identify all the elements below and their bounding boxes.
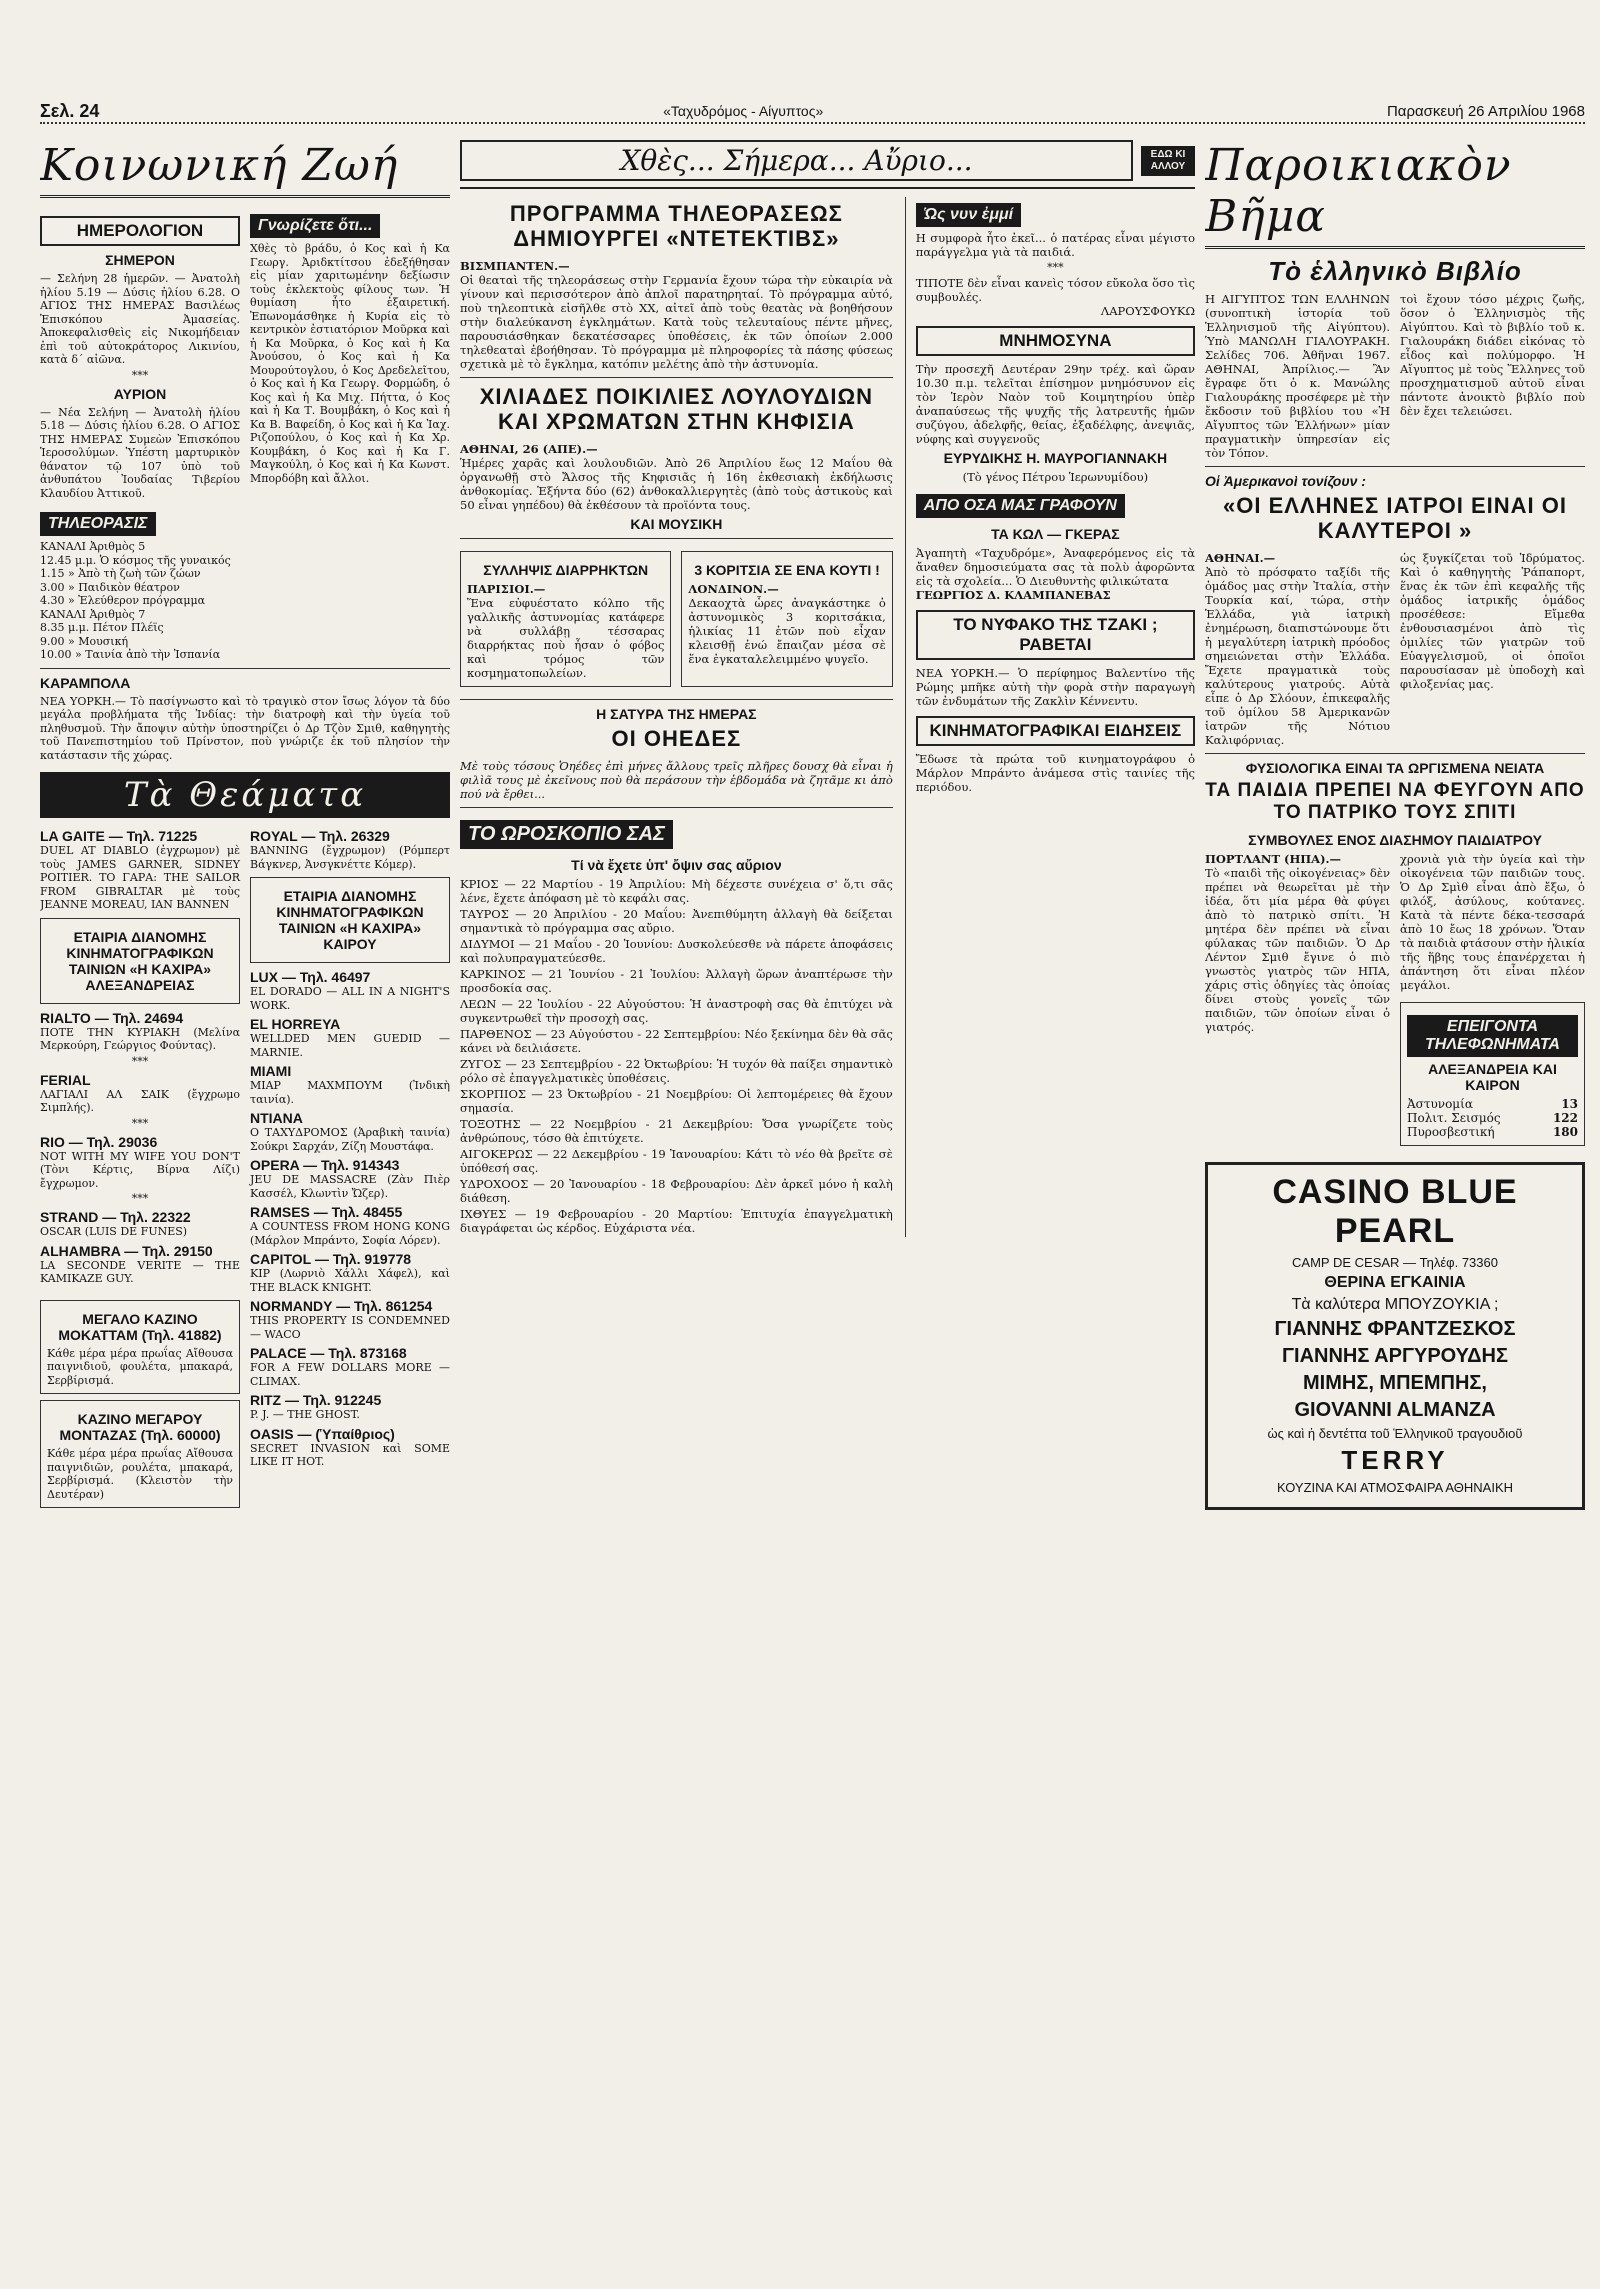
cinema-program: FOR A FEW DOLLARS MORE — CLIMAX.	[250, 1361, 450, 1388]
arrests-headline: ΣΥΛΛΗΨΙΣ ΔΙΑΡΡΗΚΤΩΝ	[483, 562, 649, 578]
casino-footer: ΚΟΥΖΙΝΑ ΚΑΙ ΑΤΜΟΣΦΑΙΡΑ ΑΘΗΝΑΙΚΗ	[1276, 1480, 1514, 1495]
community-column	[1205, 140, 1585, 2270]
horoscope-sign: ΥΔΡΟΧΟΟΣ — 20 Ἰανουαρίου - 18 Φεβρουαρίου: Δὲν ἀρκεῖ μόνο ἡ καλὴ διάθεση.	[460, 1177, 893, 1205]
cinema-name: ALHAMBRA — Τηλ. 29150	[40, 1242, 213, 1259]
tv-article-dateline: ΒΙΣΜΠΑΝΤΕΝ.—	[460, 259, 570, 273]
cinema-name: FERIAL	[40, 1071, 91, 1088]
cinema-name: LUX — Τηλ. 46497	[250, 969, 371, 985]
horoscope-sign: ΚΑΡΚΙΝΟΣ — 21 Ἰουνίου - 21 Ἰουλίου: Ἀλλαγὴ ὥρων ἀναπτέρωσε τὴν προσδοκία σας.	[460, 967, 893, 995]
cinema-name: CAPITOL — Τηλ. 919778	[250, 1251, 412, 1267]
karampola-text: ΝΕΑ ΥΟΡΚΗ.— Τὸ πασίγνωστο καὶ τὸ τραγικὸ στον ἴσως λόγον τὰ δύο μεγάλα προβλήματα τῆς Ἰνδίας: τὴν διατροφὴ καὶ τὴν ὑγεία τοῦ πληθυσμοῦ. Τὴν ἄποψιν αὐτὴν ὑποστηρίζει ὁ Δρ Τζὸν Σμιθ, καθηγητὴς τοῦ Πανεπιστημίου τοῦ Πρίνστον, ποὺ γνώριζε ἐκ τοῦ πλησίον τὴν κατάστασιν τῆς χώρας.	[40, 694, 450, 762]
memorial-sub: (Τὸ γένος Πέτρου Ἱερωνυμίδου)	[962, 470, 1149, 484]
section-strip	[460, 140, 1195, 189]
cinema-program: OSCAR (LUIS DE FUNES)	[40, 1225, 188, 1238]
calendar-tomorrow-text: — Νέα Σελήνη — Ἀνατολὴ ἡλίου 5.18 — Δύσις ἡλίου 6.28. Ο ΑΓΙΟΣ ΤΗΣ ΗΜΕΡΑΣ Συμεὼν Ἐπισκόπου Ἱεροσολύμων. Ὑπέστη μαρτυρικὸν θάνατον τῷ 107 ὑπὸ τοῦ ἀνθυπάτου Ἰουδαίας Τιβερίου Κλαυδίου Ἀττικοῦ.	[40, 405, 240, 500]
urgent-row-label: Πολιτ. Σεισμός	[1407, 1111, 1501, 1125]
cinema-name: NTIANA	[250, 1110, 303, 1126]
tv-row: 8.35 μ.μ. Πέτον Πλέϊς	[40, 621, 164, 634]
arrests-dateline: ΠΑΡΙΣΙΟΙ.—	[467, 582, 546, 596]
anger-text-right: χρονιὰ γιὰ τὴν ὑγεία καὶ τὴν οἰκογένεια τῶν παιδιῶν τους. Ὁ Δρ Σμὶθ εἶναι ἀπὸ ἔξω, ὁ φιλόξ, ἀσύλους, κούτανες. Κατὰ τὰ πέντε δέκα-τεσσαρά ἀπὸ 10 ἔως 18 χρόνων. Ὅταν τὰ παιδιὰ φτάσουν στὴν ἡλικία τῆς ἥβης τους ἐπανέρχεται ἡ ἀπάντηση ὅτι εἶναι πλέον μεγάλοι.	[1400, 852, 1585, 992]
horoscope-list	[460, 877, 893, 1235]
letters-title: ΑΠΟ ΟΣΑ ΜΑΣ ΓΡΑΦΟΥΝ	[916, 494, 1125, 518]
calendar-today: ΣΗΜΕΡΟΝ	[105, 252, 175, 268]
cinema-name: RITZ — Τηλ. 912245	[250, 1392, 382, 1408]
doctors-dateline: ΑΘΗΝΑΙ.—	[1205, 551, 1276, 565]
today-tomorrow-column: Χθὲς... Σήμερα... Αὔριο... ΕΔΩ ΚΙ ΑΛΛΟΥ ΠΡΟΓΡΑΜΜΑ ΤΗΛΕΟΡΑΣΕΩΣ ΔΗΜΙΟΥΡΓΕΙ «ΝΤΕΤΕΚΤΙΒΣ» ΒΙΣΜΠΑΝΤΕΝ.— Οἱ θεαταὶ τῆς τηλεοράσεως στὴν Γερμανία ἔχουν τώρα τὴν εὐκαιρία νὰ γίνουν καὶ περισσότερον ἀπὸ ἁπλοῖ παρατηρηταί. Τὸ πρόγραμμα αὐτό, ποὺ τηλεοπτικὰ εἰσῆλθε στὸ ΧΧ, αἰτεῖ ἀπὸ τοὺς θεατὰς νὰ βοηθήσουν στὴν διαλεύκανση ἐγκλημάτων. Κατὰ τοὺς τελευταίους πέντε μῆνες, παρουσιάσθηκαν δεκατέσσαρες ὑποθέσεις, ἐκ τῶν ὁποίων 2.000 τηλεθεαταὶ ἐβοήθησαν. Τὸ πρόγραμμα μὲ πληροφορίες τὰ πάσης φύσεως σχετικὰ μὲ τὸ ἔγκλημα, κατόπιν μελέτης ἀπὸ τὴν ἀστυνομία. ΧΙΛΙΑΔΕΣ ΠΟΙΚΙΛΙΕΣ ΛΟΥΛΟΥΔΙΩΝ ΚΑΙ ΧΡΩΜΑΤΩΝ ΣΤΗΝ ΚΗΦΙΣΙΑ ΑΘΗΝΑΙ, 26 (ΑΠΕ).— Ἡμέρες χαρᾶς καὶ λουλουδιῶν. Ἀπὸ 26 Ἀπριλίου ἕως 12 Μαΐου θὰ ὀργανωθῇ στὸ Ἄλσος τῆς Κηφισιᾶς ἡ 16η ἐκθεσιακὴ ἐκδήλωσις ἀνθοκομίας. Ἑξήντα δύο (62) ἀνθοκαλλιεργητὲς (ἀπὸ τοὺς ἀστικοὺς καὶ 50 εἶναι γηπέδου) θὰ ἐκθέσουν τὰ προϊόντα τους. ΚΑΙ ΜΟΥΣΙΚΗ ΣΥΛΛΗΨΙΣ ΔΙΑΡΡΗΚΤΩΝ ΠΑΡΙΣΙΟΙ.— Ἕνα εὐφυέστατο κόλπο τῆς γαλλικῆς ἀστυνομίας κατάφερε νὰ συλλάβῃ τέσσαρας διαρρήκτας ποὺ ἦσαν ὁ φόβος καὶ τρόμος τῶν κοσμηματοπωλείων. 3 ΚΟΡΙΤΣΙΑ ΣΕ ΕΝΑ ΚΟΥΤΙ ! ΛΟΝΔΙΝΟΝ.— Δεκαοχτὰ ὧρες ἀναγκάστηκε ὁ ἀστυνομικὸς 3 κοριτσάκια, ἡλικίας 11 ἐτῶν ποὺ εἶχαν κλεισθῇ ἐνώ ἔπαιζαν μέσα σὲ ἕνα ἐγκαταλελειμμένο ψυγεῖο. Η ΣΑΤΥΡΑ ΤΗΣ ΗΜΕΡΑΣ ΟΙ ΟΗΕΔΕΣ Μὲ τοὺς τόσους Ὁηέδες ἐπὶ μήνες ἄλλους τρεῖς πλῆρες δουσχ θὰ εἶναι ἡ φιλὶᾶ τους μὲ ἐκεῖνους ποὺ θὰ περάσουν τὴν ἑβδομάδα νὰ ζητᾶμε κι ἀπὸ πού νὰ ἔρθει... ΤΟ ΩΡΟΣΚΟΠΙΟ ΣΑΣ Τί νὰ ἔχετε ὑπ' ὄψιν σας αὔριον ΚΡΙΟΣ — 22 Μαρτίου - 19 Ἀπριλίου: Μὴ δέχεστε συνέχεια σ' ὅ,τι σᾶς λένε, ἔχετε ἀπόφαση μὲ τὸ κεφάλι σας. ΤΑΥΡΟΣ — 20 Ἀπριλίου - 20 Μαΐου: Ἀνεπιθύμητη ἀλλαγὴ θὰ δείξεται σημαντικὰ τὸ πρόγραμμα σας αὔριο. ΔΙΔΥΜΟΙ — 21 Μαΐου - 20 Ἰουνίου: Δυσκολεύεσθε νὰ πάρετε ἀποφάσεις καὶ πολυπραγματεύεσθε. ΚΑΡΚΙΝΟΣ — 21 Ἰουνίου - 21 Ἰουλίου: Ἀλλαγὴ ὥρων ἀναπτέρωσε τὴν προσδοκία σας. ΛΕΩΝ — 22 Ἰουλίου - 22 Αὐγούστου: Ἡ ἀναστροφὴ σας θὰ ἐπιτύχει νὰ συγκεντρωθεῖ τὴν προσοχὴ σας. ΠΑΡΘΕΝΟΣ — 23 Αὐγούστου - 22 Σεπτεμβρίου: Νέο ξεκίνημα δὲν θὰ σᾶς κάνει νὰ δειλιάσετε. ΖΥΓΟΣ — 23 Σεπτεμβρίου - 22 Ὀκτωβρίου: Ἡ τυχόν θὰ παίξει σημαντικὸ ρόλο σὲ ἐπαγγελματικὲς ὑποθέσεις. ΣΚΟΡΠΙΟΣ — 23 Ὀκτωβρίου - 21 Νοεμβρίου: Οἱ λεπτομέρειες θὰ ἔχουν σημασία. ΤΟΞΟΤΗΣ — 22 Νοεμβρίου - 21 Δεκεμβρίου: Ὄσα γνωρίζετε τοὺς ἀνθρώπους, τόσο θὰ ἐπιτύχετε. ΑΙΓΟΚΕΡΩΣ — 22 Δεκεμβρίου - 19 Ἰανουαρίου: Κάτι τὸ νέο θὰ βρεῖτε σὲ ὑπόθεσή σας. ΥΔΡΟΧΟΟΣ — 20 Ἰανουαρίου - 18 Φεβρουαρίου: Δὲν ἀρκεῖ μόνο ἡ καλὴ διάθεση. ΙΧΘΥΕΣ — 19 Φεβρουαρίου - 20 Μαρτίου: Ἐπιτυχία ἐπαγγελματικὴ διαγράφεται ὡς κέρδος. Εὐχάριστα νέα. Ὡς νυν ἐμμί Η συμφορὰ ἦτο ἐκεῖ... ὁ πατέρας εἶναι μέγιστο παράγγελμα γιὰ τὰ παιδιά. *** ΤΙΠΟΤΕ δὲν εἶναι κανεὶς τόσον εὔκολα ὅσο τὶς συμβουλές. ΛΑΡΟΥΣΦΟΥΚΩ ΜΝΗΜΟΣΥΝΑ Τὴν προσεχῆ Δευτέραν 29ην τρέχ. καὶ ὥραν 10.30 π.μ. τελεῖται ἐπίσημον μνημόσυνον εἰς τὸν Ἱερὸν Ναὸν τοῦ Κοιμητηρίου ὑπὲρ ἀναπαύσεως τῆς ψυχῆς τῆς λατρευτῆς ἡμῶν συζύγου, ἀδελφῆς, θείας, ἐξαδέλφης, ἀνεψιᾶς, νύφης καὶ συγγενοῦς ΕΥΡΥΔΙΚΗΣ Η. ΜΑΥΡΟΓΙΑΝΝΑΚΗ (Τὸ γένος Πέτρου Ἱερωνυμίδου) ΑΠΟ ΟΣΑ ΜΑΣ ΓΡΑΦΟΥΝ ΤΑ ΚΩΛ — ΓΚΕΡΑΣ Ἀγαπητὴ «Ταχυδρόμε», Ἀναφερόμενος εἰς τὰ ἄναθεν δημοσιεύματα σας τὰ πολὺ ἀφορῶντα εἰς τὰ σχολεία... Ὁ Διευθυντὴς φιλικώτατα ΓΕΩΡΓΙΟΣ Δ. ΚΛΑΜΠΑΝΕΒΑΣ ΤΟ ΝΥΦΑΚΟ ΤΗΣ ΤΖΑΚΙ ; ΡΑΒΕΤΑΙ ΝΕΑ ΥΟΡΚΗ.— Ὁ περίφημος Βαλεντίνο τῆς Ρώμης μπῆκε αὐτὴ τὴν φορὰ στὴν παραγωγὴ τῶν ἐνδυμάτων τῆς Ζακλὶν Κέννεντυ. ΚΙΝΗΜΑΤΟΓΡΑΦΙΚΑΙ ΕΙΔΗΣΕΙΣ Ἔδωσε τὰ πρώτα τοῦ κινηματογράφου ὁ Μάρλον Μπράντο ἀνάμεσα στὶς ταινίες τῆς περιόδου.	[460, 140, 1195, 2270]
casino-blue-pearl-ad	[1205, 1162, 1585, 1510]
tv-row: 10.00 » Ταινία ἀπὸ τὴν Ἰσπανία	[40, 648, 221, 661]
urgent-row-value: 13	[1561, 1097, 1578, 1111]
karampola-title: ΚΑΡΑΜΠΟΛΑ	[40, 674, 131, 691]
horoscope-sign: ΣΚΟΡΠΙΟΣ — 23 Ὀκτωβρίου - 21 Νοεμβρίου: Οἱ λεπτομέρειες θὰ ἔχουν σημασία.	[460, 1087, 893, 1115]
section-strip-badge: ΕΔΩ ΚΙ ΑΛΛΟΥ	[1141, 146, 1195, 176]
cinema-program: KIP (Λωρνιὸ Χάλλι Χάφελ), καὶ THE BLACK KNIGHT.	[250, 1267, 450, 1294]
casino-artist: GIOVANNI ALMANZA	[1294, 1399, 1496, 1421]
casino-artist: TERRY	[1341, 1445, 1449, 1475]
casino-opening: ΘΕΡΙΝΑ ΕΓΚΑΙΝΙΑ	[1324, 1274, 1466, 1291]
horoscope-sign: ΑΙΓΟΚΕΡΩΣ — 22 Δεκεμβρίου - 19 Ἰανουαρίου: Κάτι τὸ νέο θὰ βρεῖτε σὲ ὑπόθεσή σας.	[460, 1147, 893, 1175]
tv-row: 4.30 » Ἐλεύθερον πρόγραμμα	[40, 594, 206, 607]
cinema-name: RAMSES — Τηλ. 48455	[250, 1204, 403, 1220]
casino-address: CAMP DE CESAR — Τηλέφ. 73360	[1292, 1255, 1498, 1270]
cinema-program: ΠΟΤΕ ΤΗΝ ΚΥΡΙΑΚΗ (Μελίνα Μερκούρη, Γεώργιος Φούντας).	[40, 1025, 240, 1052]
flowers-text: Ἡμέρες χαρᾶς καὶ λουλουδιῶν. Ἀπὸ 26 Ἀπριλίου ἕως 12 Μαΐου θὰ ὀργανωθῇ στὸ Ἄλσος τῆς Κηφισιᾶς ἡ 16η ἐκθεσιακὴ ἐκδήλωσις ἀνθοκομίας. Ἑξήντα δύο (62) ἀνθοκαλλιεργητὲς (ἀπὸ τοὺς ἀστικοὺς καὶ 50 εἶναι γηπέδου) θὰ ἐκθέσουν τὰ προϊόντα τους.	[460, 456, 893, 512]
flowers-headline: ΧΙΛΙΑΔΕΣ ΠΟΙΚΙΛΙΕΣ ΛΟΥΛΟΥΔΙΩΝ ΚΑΙ ΧΡΩΜΑΤΩΝ ΣΤΗΝ ΚΗΦΙΣΙΑ	[479, 384, 874, 434]
illness-title: Ὡς νυν ἐμμί	[916, 203, 1021, 227]
cinema-news-text: Ἔδωσε τὰ πρώτα τοῦ κινηματογράφου ὁ Μάρλον Μπράντο ἀνάμεσα στὶς ταινίες τῆς περιόδου.	[915, 752, 1195, 794]
horoscope-sign: ΛΕΩΝ — 22 Ἰουλίου - 22 Αὐγούστου: Ἡ ἀναστροφὴ σας θὰ ἐπιτύχει νὰ συγκεντρωθεῖ τὴν προσοχὴ σας.	[460, 997, 893, 1025]
book-text-left: Η ΑΙΓΥΠΤΟΣ ΤΩΝ ΕΛΛΗΝΩΝ (συνοπτικὴ ἱστορία τοῦ Ἑλληνισμοῦ τῆς Αἰγύπτου). Ὑπὸ ΜΑΝΩΛΗ ΓΙΑΛΟΥΡΑΚΗ. Σελίδες 706. Ἀθῆναι 1967. ΑΘΗΝΑΙ, Ἀπρίλιος.— Ἂν ἔγραφε ὅτι ὁ κ. Μανώλης Γιαλουράκης προσέφερε μὲ τὴν ἔκδοσιν τοῦ βιβλίου του «Ἡ Αἴγυπτος τῶν Ἑλλήνων» μίαν πραγματικὴν ὑπηρεσίαν εἰς τὸν Τόπον.	[1205, 292, 1390, 460]
page-number: Σελ. 24	[40, 100, 100, 121]
calendar-title: ΗΜΕΡΟΛΟΓΙΟΝ	[40, 216, 240, 246]
urgent-row-value: 122	[1552, 1111, 1578, 1125]
book-text-right: τοὶ ἔχουν τόσο μέχρις ζωῆς, ὅσον ὁ Ἑλληνισμὸς τῆς Αἰγύπτου. Καὶ τὸ βιβλίο τοῦ κ. Γιαλουράκη διάδει εἰκόνας τὸ εἶδος καὶ πολύμορφο. Ἡ Αἴγυπτος μὲ τοὺς Ἕλληνες τοῦ προσχηματισμοῦ αὐτοῦ εἶναι πάντοτε ἀνοικτὸ βιβλίο ποὺ δὲν ἔχει τελειώσει.	[1400, 292, 1585, 418]
nothing-text: ΤΙΠΟΤΕ δὲν εἶναι κανεὶς τόσον εὔκολα ὅσο τὶς συμβουλές.	[915, 276, 1195, 304]
fireplace-title: ΤΟ ΝΥΦΑΚΟ ΤΗΣ ΤΖΑΚΙ ; ΡΑΒΕΤΑΙ	[916, 610, 1195, 660]
cinema-program: EL DORADO — ALL IN A NIGHT'S WORK.	[250, 985, 450, 1012]
horoscope-title: ΤΟ ΩΡΟΣΚΟΠΙΟ ΣΑΣ	[460, 820, 673, 849]
greetings-text: Χθὲς τὸ βράδυ, ὁ Κος καὶ ἡ Κα Γεωργ. Ἀριδκτίτσου ἐδεξήθησαν εἰς μίαν χαριτωμένην δεξίωσιν τοὺς ἐκλεκτοὺς φίλους των. Ἡ θυμίαση ἦτο ἐξαιρετική. Ἐπωνομάσθηκε ἡ Κυρία εἰς τὸ κεντρικὸν ἐστιατόριον Μοῦρκα καὶ ἡ Κα Μοῦρκα, ὁ Κος καὶ ἡ Κα Ἀνούσου, ὁ Κος καὶ ἡ Κα Μουρούτογλου, ὁ Κος Δρεδελεῖτου, ὁ Κος καὶ ἡ Κα Γεωργ. Φορμώδη, ὁ Κος καὶ ἡ Κα Μιχ. Πήττα, ὁ Κος καὶ ἡ Κα Τ. Βουμβάκη, ὁ Κος καὶ ἡ Κα Β. Βαφείδη, ὁ Κος καὶ ἡ Κα Ἰαχ. Ριζοπούλου, ὁ Κος καὶ ἡ Κα Χρ. Κουμβάκη, ὁ Κος καὶ ἡ Κα Γ. Μαγκούλη, ὁ Κος καὶ ἡ Κα Κωνστ. Μπορδόβη καὶ ἄλλοι.	[250, 242, 450, 485]
cinema-name: LA GAITE — Τηλ. 71225	[40, 828, 198, 844]
horoscope-sign: ΖΥΓΟΣ — 23 Σεπτεμβρίου - 22 Ὀκτωβρίου: Ἡ τυχόν θὰ παίξει σημαντικὸ ρόλο σὲ ἐπαγγελματικὲς ὑποθέσεις.	[460, 1057, 893, 1085]
page-header	[40, 100, 1585, 124]
book-title: Τὸ ἑλληνικὸ Βιβλίο	[1268, 256, 1522, 286]
cinema-program: BANNING (ἔγχρωμον) (Ρόμπερτ Βάγκνερ, Ἀνσγκνέττε Κόμερ).	[250, 844, 450, 871]
letters-sign: ΓΕΩΡΓΙΟΣ Δ. ΚΛΑΜΠΑΝΕΒΑΣ	[915, 588, 1111, 602]
flowers-subhead: ΚΑΙ ΜΟΥΣΙΚΗ	[630, 516, 723, 532]
casino-montaza: ΚΑΖΙΝΟ ΜΕΓΑΡΟΥ ΜΟΝΤΑΖΑΣ (Τηλ. 60000)	[59, 1411, 221, 1443]
tv-schedule	[40, 540, 240, 662]
casino-artist: ΓΙΑΝΝΗΣ ΑΡΓΥΡΟΥΔΗΣ	[1282, 1345, 1508, 1367]
casino-montaza-text: Κάθε μέρα μέρα πρωΐας Αἴθουσα παιγνιδιῶν, ρουλέτα, μπακαρά, Σερβίρισμά. (Κλειστὸν τὴν Δευτέραν)	[47, 1447, 233, 1501]
casino-name: CASINO BLUE PEARL	[1272, 1173, 1518, 1250]
cinema-program: ΛΑΓΙΑΛΙ ΑΛ ΣΑΙΚ (ἔγχρωμο Σιμπλής).	[40, 1087, 240, 1114]
cinema-name: RIO — Τηλ. 29036	[40, 1133, 158, 1150]
cinema-program: NOT WITH MY WIFE YOU DON'T (Τὸνι Κέρτις, Βίρνα Λίζι) ἔγχρωμον.	[40, 1149, 240, 1190]
doctors-headline: «ΟΙ ΕΛΛΗΝΕΣ ΙΑΤΡΟΙ ΕΙΝΑΙ ΟΙ ΚΑΛΥΤΕΡΟΙ »	[1223, 493, 1567, 543]
cinema-program: P. J. — THE GHOST.	[250, 1408, 360, 1421]
theatres-right	[250, 824, 450, 1514]
cinema-program: LA SECONDE VERITE — THE KAMIKAZE GUY.	[40, 1258, 240, 1285]
casino-artist: ΓΙΑΝΝΗΣ ΦΡΑΝΤΖΕΣΚΟΣ	[1274, 1318, 1516, 1340]
horoscope-sign: ΚΡΙΟΣ — 22 Μαρτίου - 19 Ἀπριλίου: Μὴ δέχεστε συνέχεια σ' ὅ,τι σᾶς λένε, ἔχετε ἀπόφαση μὲ τὸ κεφάλι σας.	[460, 877, 893, 905]
section-strip-title: Χθὲς... Σήμερα... Αὔριο...	[460, 140, 1133, 181]
cinema-program: ΜΙΑΡ ΜΑΧΜΠΟΥΜ (Ἰνδικὴ ταινία).	[250, 1079, 450, 1106]
casino-artist: ΜΙΜΗΣ, ΜΠΕΜΠΗΣ,	[1303, 1372, 1487, 1394]
issue-date: Παρασκευή 26 Απριλίου 1968	[1386, 102, 1585, 120]
horoscope-sign: ΙΧΘΥΕΣ — 19 Φεβρουαρίου - 20 Μαρτίου: Ἐπιτυχία ἐπαγγελματικὴ διαγράφεται ὡς κέρδος. Εὐχάριστα νέα.	[460, 1207, 893, 1235]
horoscope-subtitle: Τί νὰ ἔχετε ὑπ' ὄψιν σας αὔριον	[571, 857, 782, 873]
cinema-program: Ο ΤΑΧΥΔΡΟΜΟΣ (Ἀραβικὴ ταινία) Σούκρι Σαρχάν, Ζίζη Μουστάφα.	[250, 1126, 450, 1153]
tv-row: 9.00 » Μουσική	[40, 634, 129, 648]
cinema-program: SECRET INVASION καὶ SOME LIKE IT HOT.	[250, 1441, 450, 1468]
tv-article-headline: ΠΡΟΓΡΑΜΜΑ ΤΗΛΕΟΡΑΣΕΩΣ ΔΗΜΙΟΥΡΓΕΙ «ΝΤΕΤΕΚΤΙΒΣ»	[509, 201, 843, 251]
satire-kicker: Η ΣΑΤΥΡΑ ΤΗΣ ΗΜΕΡΑΣ	[596, 706, 757, 722]
letters-text: Ἀγαπητὴ «Ταχυδρόμε», Ἀναφερόμενος εἰς τὰ ἄναθεν δημοσιεύματα σας τὰ πολὺ ἀφορῶντα εἰς τὰ σχολεία... Ὁ Διευθυντὴς φιλικώτατα	[915, 546, 1195, 588]
calendar-tomorrow: ΑΥΡΙΟΝ	[113, 385, 167, 402]
horoscope-sign: ΠΑΡΘΕΝΟΣ — 23 Αὐγούστου - 22 Σεπτεμβρίου: Νέο ξεκίνημα δὲν θὰ σᾶς κάνει νὰ δειλιάσετε.	[460, 1027, 893, 1055]
anger-text: Τὸ «παιδὶ τῆς οἰκογένειας» δὲν πρέπει νὰ θεωρεῖται μὲ τὴν ἰδέα, ὅτι μία μέρα θὰ φύγει ἀπὸ τὸ πατρικὸ σπίτι. Ἡ μητέρα δὲν πρέπει νὰ εἶναι φύλακας τῶν παιδιῶν. Ὁ Δρ Λέντον Σμιθ ἔγινε ὁ πιὸ γνωστὸς γιατρὸς τῶν ΗΠΑ, χάρις στὶς ὁδηγίες τὰς ὁποίας δίνει στοὺς γονεῖς τῶν παιδιῶν, τῶν ὁποίων εἶναι ὁ γιατρός.	[1205, 866, 1390, 1034]
flowers-dateline: ΑΘΗΝΑΙ, 26 (ΑΠΕ).—	[460, 442, 598, 456]
urgent-row	[1407, 1111, 1578, 1125]
cinema-program: JEU DE MASSACRE (Ζὰν Πιὲρ Κασσέλ, Κλωντὶν Ὤζερ).	[250, 1173, 450, 1200]
doctors-kicker: Οἱ Ἀμερικανοὶ τονίζουν :	[1205, 473, 1366, 489]
casino-line2: ὡς καὶ ἡ δεντέττα τοῦ Ἑλληνικοῦ τραγουδιοῦ	[1267, 1426, 1523, 1441]
urgent-row-label: Πυροσβεστική	[1407, 1125, 1495, 1139]
horoscope-sign: ΔΙΔΥΜΟΙ — 21 Μαΐου - 20 Ἰουνίου: Δυσκολεύεσθε νὰ πάρετε ἀποφάσεις καὶ πολυπραγματεύεσθε.	[460, 937, 893, 965]
cinema-name: OASIS — (Ὑπαίθριος)	[250, 1425, 395, 1442]
cinema-name: PALACE — Τηλ. 873168	[250, 1345, 407, 1361]
horoscope-sign: ΤΑΥΡΟΣ — 20 Ἀπριλίου - 20 Μαΐου: Ἀνεπιθύμητη ἀλλαγὴ θὰ δείξεται σημαντικὰ τὸ πρόγραμμα σας αὔριο.	[460, 907, 893, 935]
tv-row: ΚΑΝΑΛΙ Ἀριθμὸς 5	[40, 540, 146, 553]
cinema-news-title: ΚΙΝΗΜΑΤΟΓΡΑΦΙΚΑΙ ΕΙΔΗΣΕΙΣ	[916, 716, 1195, 746]
community-masthead: Παροικιακὸν Βῆμα	[1205, 140, 1585, 249]
social-life-masthead: Κοινωνική Ζωή	[40, 140, 450, 198]
cinema-name: ROYAL — Τηλ. 26329	[250, 828, 390, 844]
anger-kicker: ΦΥΣΙΟΛΟΓΙΚΑ ΕΙΝΑΙ ΤΑ ΩΡΓΙΣΜΕΝΑ ΝΕΙΑΤΑ	[1245, 760, 1545, 776]
cinema-program: WELLDED MEN GUEDID — MARNIE.	[250, 1032, 450, 1059]
casino-line1: Τὰ καλύτερα ΜΠΟΥΖΟΥΚΙΑ ;	[1291, 1296, 1499, 1313]
doctors-text-right: ὡς ξυγκίζεται τοῦ Ἱδρύματος. Καὶ ὁ καθηγητὴς Ῥάπαπορτ, ἕνας ἐκ τῶν ἐπὶ κεφαλῆς τῆς ὁμάδος ἰατρικῆς ὁμάδος προσέθεσε: Εἴμεθα ἐνθουσιασμένοι ἀπὸ τὶς ὁμιλίες τῶν γιατρῶν τοῦ Εὐαγγελισμοῦ, οἱ ὁποῖοι παρουσίασαν μὲ ὑποδοχὴ καὶ φιλοξενίας μας.	[1400, 551, 1585, 691]
urgent-calls-banner: ΕΠΕΙΓΟΝΤΑ ΤΗΛΕΦΩΝΗΜΑΤΑ	[1407, 1015, 1578, 1057]
greetings-title: Γνωρίζετε ὅτι...	[250, 214, 380, 238]
urgent-row-label: Ἀστυνομία	[1407, 1097, 1473, 1111]
letters-sub: ΤΑ ΚΩΛ — ΓΚΕΡΑΣ	[991, 526, 1120, 542]
girls-headline: 3 ΚΟΡΙΤΣΙΑ ΣΕ ΕΝΑ ΚΟΥΤΙ !	[694, 562, 880, 578]
cinema-name: OPERA — Τηλ. 914343	[250, 1157, 400, 1173]
cinema-program: A COUNTESS FROM HONG KONG (Μάρλον Μπράντο, Σοφία Λόρεν).	[250, 1220, 450, 1247]
girls-dateline: ΛΟΝΔΙΝΟΝ.—	[688, 582, 779, 596]
distributor-alexandria: ΕΤΑΙΡΙΑ ΔΙΑΝΟΜΗΣ ΚΙΝΗΜΑΤΟΓΡΑΦΙΚΩΝ ΤΑΙΝΙΩΝ «Η ΚΑΧΙΡΑ» ΑΛΕΞΑΝΔΡΕΙΑΣ	[66, 928, 214, 993]
satire-headline: ΟΙ ΟΗΕΔΕΣ	[611, 726, 742, 751]
anger-sub: ΣΥΜΒΟΥΛΕΣ ΕΝΟΣ ΔΙΑΣΗΜΟΥ ΠΑΙΔΙΑΤΡΟΥ	[1248, 832, 1542, 848]
cinema-name: RIALTO — Τηλ. 24694	[40, 1009, 184, 1026]
cinema-program: DUEL AT DIABLO (ἐγχρωμον) μὲ τοὺς JAMES GARNER, SIDNEY POITIER. ΤΟ ΓΑΡΑ: THE SAILOR FROM GIBRALTAR μὲ τοὺς JEANNE MOREAU, IAN BANNEN	[40, 844, 240, 911]
nothing-author: ΛΑΡΟΥΣΦΟΥΚΩ	[1100, 304, 1195, 318]
distributor-cairo: ΕΤΑΙΡΙΑ ΔΙΑΝΟΜΗΣ ΚΙΝΗΜΑΤΟΓΡΑΦΙΚΩΝ ΤΑΙΝΙΩΝ «Η ΚΑΧΙΡΑ» ΚΑΙΡΟΥ	[276, 888, 424, 952]
tv-row: 12.45 μ.μ. Ὁ κόσμος τῆς γυναικός	[40, 553, 231, 567]
tv-row: 3.00 » Παιδικὸν θέατρον	[40, 580, 180, 594]
urgent-calls-city: ΑΛΕΞΑΝΔΡΕΙΑ ΚΑΙ ΚΑΙΡΟΝ	[1428, 1061, 1557, 1093]
urgent-row	[1407, 1125, 1578, 1139]
urgent-row	[1407, 1097, 1578, 1111]
cinema-name: NORMANDY — Τηλ. 861254	[250, 1298, 433, 1314]
tv-title: ΤΗΛΕΟΡΑΣΙΣ	[40, 512, 156, 536]
anger-headline: ΤΑ ΠΑΙΔΙΑ ΠΡΕΠΕΙ ΝΑ ΦΕΥΓΟΥΝ ΑΠΟ ΤΟ ΠΑΤΡΙΚΟ ΤΟΥΣ ΣΠΙΤΙ	[1205, 780, 1585, 823]
memorial-title: ΜΝΗΜΟΣΥΝΑ	[916, 326, 1195, 356]
satire-text: Μὲ τοὺς τόσους Ὁηέδες ἐπὶ μήνες ἄλλους τρεῖς πλῆρες δουσχ θὰ εἶναι ἡ φιλὶᾶ τους μὲ ἐκεῖνους ποὺ θὰ περάσουν τὴν ἑβδομάδα νὰ ζητᾶμε κι ἀπὸ πού νὰ ἔρθει...	[460, 759, 893, 801]
theatres-banner: Τὰ Θεάματα	[40, 772, 450, 818]
tv-article-text: Οἱ θεαταὶ τῆς τηλεοράσεως στὴν Γερμανία ἔχουν τώρα τὴν εὐκαιρία νὰ γίνουν καὶ περισσότερον ἀπὸ ἁπλοῖ παρατηρηταί. Τὸ πρόγραμμα αὐτό, ποὺ τηλεοπτικὰ εἰσῆλθε στὸ ΧΧ, αἰτεῖ ἀπὸ τοὺς θεατὰς νὰ βοηθήσουν στὴν διαλεύκανση ἐγκλημάτων. Κατὰ τοὺς τελευταίους πέντε μῆνες, παρουσιάσθηκαν δεκατέσσαρες ὑποθέσεις, ἐκ τῶν ὁποίων 2.000 τηλεθεαταὶ ἐβοήθησαν. Τὸ πρόγραμμα μὲ πληροφορίες τὰ πάσης φύσεως σχετικὰ μὲ τὸ ἔγκλημα, κατόπιν μελέτης ἀπὸ τὴν ἀστυνομία.	[460, 273, 893, 371]
arrests-text: Ἕνα εὐφυέστατο κόλπο τῆς γαλλικῆς ἀστυνομίας κατάφερε νὰ συλλάβῃ τέσσαρας διαρρήκτας ποὺ ἦσαν ὁ φόβος καὶ τρόμος τῶν κοσμηματοπωλείων.	[467, 596, 665, 680]
cinema-program: THIS PROPERTY IS CONDEMNED — WACO	[250, 1314, 450, 1341]
urgent-row-value: 180	[1552, 1125, 1578, 1139]
anger-dateline: ΠΟΡΤΛΑΝΤ (ΗΠΑ).—	[1205, 852, 1342, 866]
illness-text: Η συμφορὰ ἦτο ἐκεῖ... ὁ πατέρας εἶναι μέγιστο παράγγελμα γιὰ τὰ παιδιά.	[915, 231, 1195, 259]
social-life-column: Κοινωνική Ζωή ΗΜΕΡΟΛΟΓΙΟΝ ΣΗΜΕΡΟΝ — Σελήνη 28 ἡμερῶν. — Ἀνατολὴ ἡλίου 5.19 — Δύσις ἡλίου 6.28. Ο ΑΓΙΟΣ ΤΗΣ ΗΜΕΡΑΣ Βασιλέως Ἐπισκόπου Ἀμασείας. Ἀποκεφαλισθεὶς εἰς Νικομήδειαν ἐπὶ τοῦ αὐτοκράτορος Λικινίου, κατὰ δ΄ αἰῶνα. *** ΑΥΡΙΟΝ — Νέα Σελήνη — Ἀνατολὴ ἡλίου 5.18 — Δύσις ἡλίου 6.28. Ο ΑΓΙΟΣ ΤΗΣ ΗΜΕΡΑΣ Συμεὼν Ἐπισκόπου Ἱεροσολύμων. Ὑπέστη μαρτυρικὸν θάνατον τῷ 107 ὑπὸ τοῦ ἀνθυπάτου Ἰουδαίας Τιβερίου Κλαυδίου Ἀττικοῦ. ΤΗΛΕΟΡΑΣΙΣ ΚΑΝΑΛΙ Ἀριθμὸς 5 12.45 μ.μ. Ὁ κόσμος τῆς γυναικός 1.15 » Ἀπὸ τὴ ζωὴ τῶν ζώων 3.00 » Παιδικὸν θέατρον 4.30 » Ἐλεύθερον πρόγραμμα ΚΑΝΑΛΙ Ἀριθμὸς 7 8.35 μ.μ. Πέτον Πλέϊς 9.00 » Μουσική 10.00 » Ταινία ἀπὸ τὴν Ἰσπανία Γνωρίζετε ὅτι... Χθὲς τὸ βράδυ, ὁ Κος καὶ ἡ Κα Γεωργ. Ἀριδκτίτσου ἐδεξήθησαν εἰς μίαν χαριτωμένην δεξίωσιν τοὺς ἐκλεκτοὺς φίλους των. Ἡ θυμίαση ἦτο ἐξαιρετική. Ἐπωνομάσθηκε ἡ Κυρία εἰς τὸ κεντρικὸν ἐστιατόριον Μοῦρκα καὶ ἡ Κα Μοῦρκα, ὁ Κος καὶ ἡ Κα Ἀνούσου, ὁ Κος καὶ ἡ Κα Μουρούτογλου, ὁ Κος Δρεδελεῖτου, ὁ Κος καὶ ἡ Κα Γεωργ. Φορμώδη, ὁ Κος καὶ ἡ Κα Μιχ. Πήττα, ὁ Κος καὶ ἡ Κα Τ. Βουμβάκη, ὁ Κος καὶ ἡ Κα Β. Βαφείδη, ὁ Κος καὶ ἡ Κα Ἰαχ. Ριζοπούλου, ὁ Κος καὶ ἡ Κα Χρ. Κουμβάκη, ὁ Κος καὶ ἡ Κα Γ. Μαγκούλη, ὁ Κος καὶ ἡ Κα Κωνστ. Μπορδόβη καὶ ἄλλοι. ΚΑΡΑΜΠΟΛΑ ΝΕΑ ΥΟΡΚΗ.— Τὸ πασίγνωστο καὶ τὸ τραγικὸ στον ἴσως λόγον τὰ δύο μεγάλα προβλήματα τῆς Ἰνδίας: τὴν διατροφὴ καὶ τὴν ὑγεία τοῦ πληθυσμοῦ. Τὴν ἄποψιν αὐτὴν ὑποστηρίζει ὁ Δρ Τζὸν Σμιθ, καθηγητὴς τοῦ Πανεπιστημίου τοῦ Πρίνστον, ποὺ γνώριζε ἐκ τοῦ πλησίον τὴν κατάστασιν τῆς χώρας. Τὰ Θεάματα LA GAITE — Τηλ. 71225 DUEL AT DIABLO (ἐγχρωμον) μὲ τοὺς JAMES GARNER, SIDNEY POITIER. ΤΟ ΓΑΡΑ: THE SAILOR FROM GIBRALTAR μὲ τοὺς JEANNE MOREAU, IAN BANNEN ΕΤΑΙΡΙΑ ΔΙΑΝΟΜΗΣ ΚΙΝΗΜΑΤΟΓΡΑΦΙΚΩΝ ΤΑΙΝΙΩΝ «Η ΚΑΧΙΡΑ» ΑΛΕΞΑΝΔΡΕΙΑΣ RIALTO — Τηλ. 24694 ΠΟΤΕ ΤΗΝ ΚΥΡΙΑΚΗ (Μελίνα Μερκούρη, Γεώργιος Φούντας). *** FERIAL ΛΑΓΙΑΛΙ ΑΛ ΣΑΙΚ (ἔγχρωμο Σιμπλής). *** RIO — Τηλ. 29036 NOT WITH MY WIFE YOU DON'T (Τὸνι Κέρτις, Βίρνα Λίζι) ἔγχρωμον. *** STRAND — Τηλ. 22322 OSCAR (LUIS DE FUNES) ALHAMBRA — Τηλ. 29150 LA SECONDE VERITE — THE KAMIKAZE GUY. ΜΕΓΑΛΟ ΚΑΖΙΝΟ ΜΟΚΑΤΤΑΜ (Τηλ. 41882) Κάθε μέρα μέρα πρωΐας Αἴθουσα παιγνιδιοῦ, φουλέτα, μπακαρά, Σερβίρισμά. ΚΑΖΙΝΟ ΜΕΓΑΡΟΥ ΜΟΝΤΑΖΑΣ (Τηλ. 60000) Κάθε μέρα μέρα πρωΐας Αἴθουσα παιγνιδιῶν, ρουλέτα, μπακαρά, Σερβίρισμά. (Κλειστὸν τὴν Δευτέραν) ROYAL — Τηλ. 26329 BANNING (ἔγχρωμον) (Ρόμπερτ Βάγκνερ, Ἀνσγκνέττε Κόμερ). ΕΤΑΙΡΙΑ ΔΙΑΝΟΜΗΣ ΚΙΝΗΜΑΤΟΓΡΑΦΙΚΩΝ ΤΑΙΝΙΩΝ «Η ΚΑΧΙΡΑ» ΚΑΙΡΟΥ LUX — Τηλ. 46497 EL DORADO — ALL IN A NIGHT'S WORK. EL HORREYA WELLDED MEN GUEDID — MARNIE. MIAMI ΜΙΑΡ ΜΑΧΜΠΟΥΜ (Ἰνδικὴ ταινία). NTIANA Ο ΤΑΧΥΔΡΟΜΟΣ (Ἀραβικὴ ταινία) Σούκρι Σαρχάν, Ζίζη Μουστάφα. OPERA — Τηλ. 914343 JEU DE MASSACRE (Ζὰν Πιὲρ Κασσέλ, Κλωντὶν Ὤζερ). RAMSES — Τηλ. 48455 A COUNTESS FROM HONG KONG (Μάρλον Μπράντο, Σοφία Λόρεν). CAPITOL — Τηλ. 919778 KIP (Λωρνιὸ Χάλλι Χάφελ), καὶ THE BLACK KNIGHT. NORMANDY — Τηλ. 861254 THIS PROPERTY IS CONDEMNED — WACO PALACE — Τηλ. 873168 FOR A FEW DOLLARS MORE — CLIMAX. RITZ — Τηλ. 912245 P. J. — THE GHOST. OASIS — (Ὑπαίθριος) SECRET INVASION καὶ SOME LIKE IT HOT.	[40, 140, 450, 2270]
girls-text: Δεκαοχτὰ ὧρες ἀναγκάστηκε ὁ ἀστυνομικὸς 3 κοριτσάκια, ἡλικίας 11 ἐτῶν ποὺ εἶχαν κλεισθῇ ἐνώ ἔπαιζαν μέσα σὲ ἕνα ἐγκαταλελειμμένο ψυγεῖο.	[688, 596, 886, 666]
fireplace-text: ΝΕΑ ΥΟΡΚΗ.— Ὁ περίφημος Βαλεντίνο τῆς Ρώμης μπῆκε αὐτὴ τὴν φορὰ στὴν παραγωγὴ τῶν ἐνδυμάτων τῆς Ζακλὶν Κέννεντυ.	[915, 666, 1195, 708]
doctors-text: Ἀπὸ τὸ πρόσφατο ταξίδι τῆς ὁμάδος μας στὴν Ἰταλία, στὴν Τουρκία καί, τώρα, στὴν Ἑλλάδα, γιὰ ἰατρικὴ ἐνημέρωση, διαπιστώνουμε ὅτι ἡ μεγαλύτερη ἰατρικὴ πρόοδος σημειώνεται στὴν Ἑλλάδα. Ἔχετε πραγματικὰ τοὺς καλύτερους γιατρούς. Αὐτὰ εἶπε ὁ Δρ Σλόουν, ἐπικεφαλῆς τοῦ ὁμίλου 58 Ἀμερικανῶν ἰατρῶν τῆς Νότιου Καλιφόρνιας.	[1205, 565, 1390, 747]
horoscope-sign: ΤΟΞΟΤΗΣ — 22 Νοεμβρίου - 21 Δεκεμβρίου: Ὄσα γνωρίζετε τοὺς ἀνθρώπους, τόσο θὰ ἐπιτύχετε.	[460, 1117, 893, 1145]
cinema-name: STRAND — Τηλ. 22322	[40, 1209, 191, 1225]
cinema-name: EL HORREYA	[250, 1016, 341, 1032]
paper-name: «Ταχυδρόμος - Αίγυπτος»	[663, 103, 824, 119]
cinema-name: MIAMI	[250, 1063, 292, 1079]
memorial-name: ΕΥΡΥΔΙΚΗΣ Η. ΜΑΥΡΟΓΙΑΝΝΑΚΗ	[943, 450, 1168, 466]
tv-row: ΚΑΝΑΛΙ Ἀριθμὸς 7	[40, 607, 146, 621]
casino-mokattam: ΜΕΓΑΛΟ ΚΑΖΙΝΟ ΜΟΚΑΤΤΑΜ (Τηλ. 41882)	[58, 1310, 222, 1343]
theatres-left: LA GAITE — Τηλ. 71225 DUEL AT DIABLO (ἐγχρωμον) μὲ τοὺς JAMES GARNER, SIDNEY POITIER. ΤΟ ΓΑΡΑ: THE SAILOR FROM GIBRALTAR μὲ τοὺς JEANNE MOREAU, IAN BANNEN ΕΤΑΙΡΙΑ ΔΙΑΝΟΜΗΣ ΚΙΝΗΜΑΤΟΓΡΑΦΙΚΩΝ ΤΑΙΝΙΩΝ «Η ΚΑΧΙΡΑ» ΑΛΕΞΑΝΔΡΕΙΑΣ RIALTO — Τηλ. 24694 ΠΟΤΕ ΤΗΝ ΚΥΡΙΑΚΗ (Μελίνα Μερκούρη, Γεώργιος Φούντας). *** FERIAL ΛΑΓΙΑΛΙ ΑΛ ΣΑΙΚ (ἔγχρωμο Σιμπλής). *** RIO — Τηλ. 29036 NOT WITH MY WIFE YOU DON'T (Τὸνι Κέρτις, Βίρνα Λίζι) ἔγχρωμον. *** STRAND — Τηλ. 22322 OSCAR (LUIS DE FUNES) ALHAMBRA — Τηλ. 29150 LA SECONDE VERITE — THE KAMIKAZE GUY. ΜΕΓΑΛΟ ΚΑΖΙΝΟ ΜΟΚΑΤΤΑΜ (Τηλ. 41882) Κάθε μέρα μέρα πρωΐας Αἴθουσα παιγνιδιοῦ, φουλέτα, μπακαρά, Σερβίρισμά. ΚΑΖΙΝΟ ΜΕΓΑΡΟΥ ΜΟΝΤΑΖΑΣ (Τηλ. 60000) Κάθε μέρα μέρα πρωΐας Αἴθουσα παιγνιδιῶν, ρουλέτα, μπακαρά, Σερβίρισμά. (Κλειστὸν τὴν Δευτέραν)	[40, 824, 240, 1514]
calendar-today-text: — Σελήνη 28 ἡμερῶν. — Ἀνατολὴ ἡλίου 5.19 — Δύσις ἡλίου 6.28. Ο ΑΓΙΟΣ ΤΗΣ ΗΜΕΡΑΣ Βασιλέως Ἐπισκόπου Ἀμασείας. Ἀποκεφαλισθεὶς εἰς Νικομήδειαν ἐπὶ τοῦ αὐτοκράτορος Λικινίου, κατὰ δ΄ αἰῶνα.	[40, 272, 240, 366]
tv-row: 1.15 » Ἀπὸ τὴ ζωὴ τῶν ζώων	[40, 567, 201, 580]
casino-mokattam-text: Κάθε μέρα μέρα πρωΐας Αἴθουσα παιγνιδιοῦ, φουλέτα, μπακαρά, Σερβίρισμά.	[47, 1346, 233, 1387]
memorial-text: Τὴν προσεχῆ Δευτέραν 29ην τρέχ. καὶ ὥραν 10.30 π.μ. τελεῖται ἐπίσημον μνημόσυνον εἰς τὸν Ἱερὸν Ναὸν τοῦ Κοιμητηρίου ὑπὲρ ἀναπαύσεως τῆς ψυχῆς τῆς λατρευτῆς ἡμῶν συζύγου, ἀδελφῆς, θείας, ἐξαδέλφης, ἀνεψιᾶς, νύφης καὶ συγγενοῦς	[915, 362, 1195, 446]
